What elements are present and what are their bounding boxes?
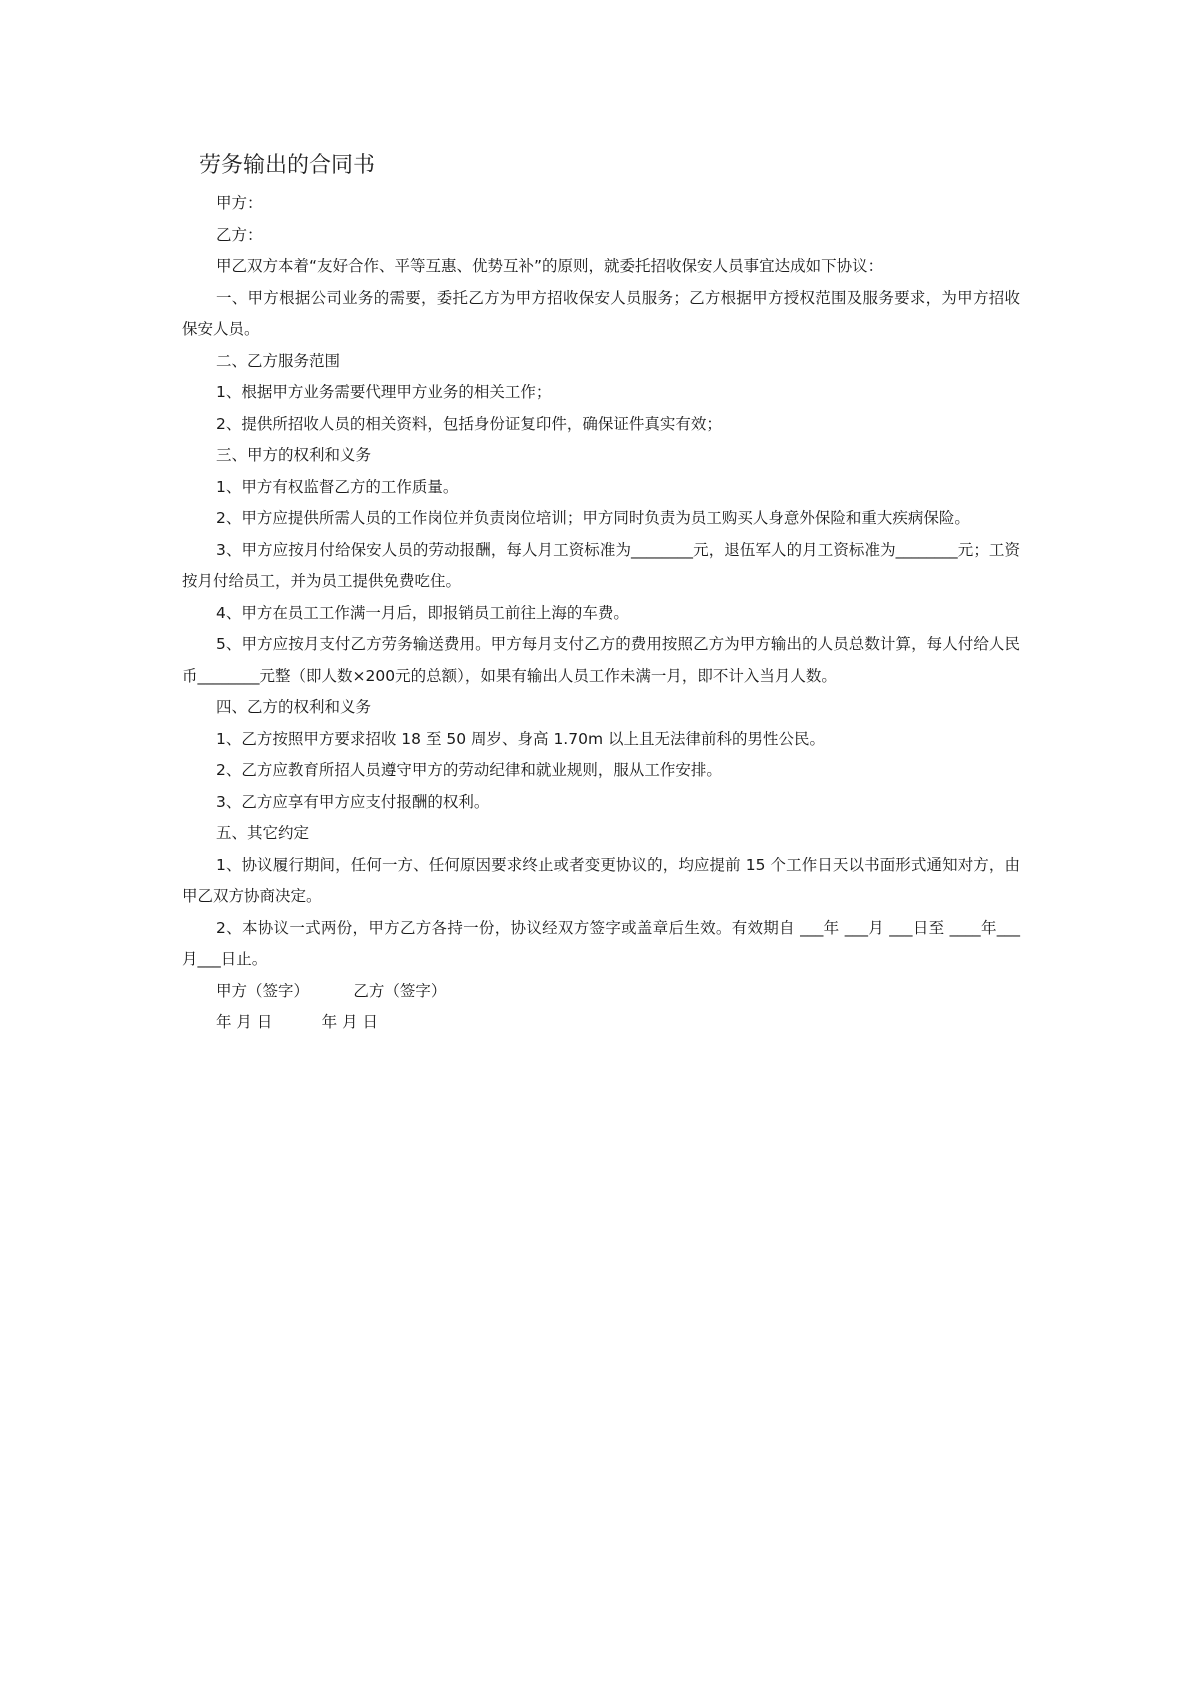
party-b-item-1: 1、乙方按照甲方要求招收 18 至 50 周岁、身高 1.70m 以上且无法律前科的男性公民。 [216,729,825,748]
party-a-item-5: 5、甲方应按月支付乙方劳务输送费用。甲方每月支付乙方的费用按照乙方为甲方输出的人员总数计算，每人付给人民币________元整（即人数×200元的总额），如果有输出人员工作未满一月，即不计入当月人数。 [182,635,1020,685]
party-a-signature-label: 甲方（签字） [216,981,310,1000]
party-a-line: 甲方： [216,194,263,212]
party-b-item-3: 3、乙方应享有甲方应支付报酬的权利。 [216,792,490,811]
section-heading-other-terms: 五、其它约定 [216,824,310,842]
party-a-item-2: 2、甲方应提供所需人员的工作岗位并负责岗位培训；甲方同时负责为员工购买人身意外保险和重大疾病保险。 [216,509,970,527]
party-b-date-label: 年 月 日 [321,1013,378,1031]
other-terms-item-1: 1、协议履行期间，任何一方、任何原因要求终止或者变更协议的，均应提前 15 个工作日天以书面形式通知对方，由甲乙双方协商决定。 [182,855,1020,905]
clause-1-paragraph: 一、甲方根据公司业务的需要，委托乙方为甲方招收保安人员服务；乙方根据甲方授权范围及服务要求，为甲方招收保安人员。 [182,288,1020,338]
party-b-signature-label: 乙方（签字） [353,981,447,1000]
other-terms-item-2: 2、本协议一式两份，甲方乙方各持一份，协议经双方签字或盖章后生效。有效期自 ___年 ___月 ___日至 ____年___月___日止。 [182,918,1020,968]
signature-row [182,976,1020,1008]
service-item-1: 1、根据甲方业务需要代理甲方业务的相关工作； [216,383,552,401]
party-a-item-1: 1、甲方有权监督乙方的工作质量。 [216,477,459,496]
section-heading-party-b-rights: 四、乙方的权利和义务 [216,698,372,716]
section-heading-party-a-rights: 三、甲方的权利和义务 [216,446,372,464]
document-title: 劳务输出的合同书 [199,153,376,178]
party-b-line: 乙方： [216,225,263,244]
party-b-item-2: 2、乙方应教育所招人员遵守甲方的劳动纪律和就业规则，服从工作安排。 [216,761,722,779]
date-row [182,1007,1020,1039]
preamble-paragraph: 甲乙双方本着“友好合作、平等互惠、优势互补”的原则，就委托招收保安人员事宜达成如下协议： [216,257,884,275]
party-a-item-3: 3、甲方应按月付给保安人员的劳动报酬，每人月工资标准为________元，退伍军人的月工资标准为________元；工资按月付给员工，并为员工提供免费吃住。 [182,540,1020,590]
party-a-item-4: 4、甲方在员工工作满一月后，即报销员工前往上海的车费。 [216,603,629,622]
section-heading-service-scope: 二、乙方服务范围 [216,351,341,370]
party-a-date-label: 年 月 日 [216,1013,273,1031]
contract-page [182,150,1020,1039]
service-item-2: 2、提供所招收人员的相关资料，包括身份证复印件，确保证件真实有效； [216,414,722,433]
